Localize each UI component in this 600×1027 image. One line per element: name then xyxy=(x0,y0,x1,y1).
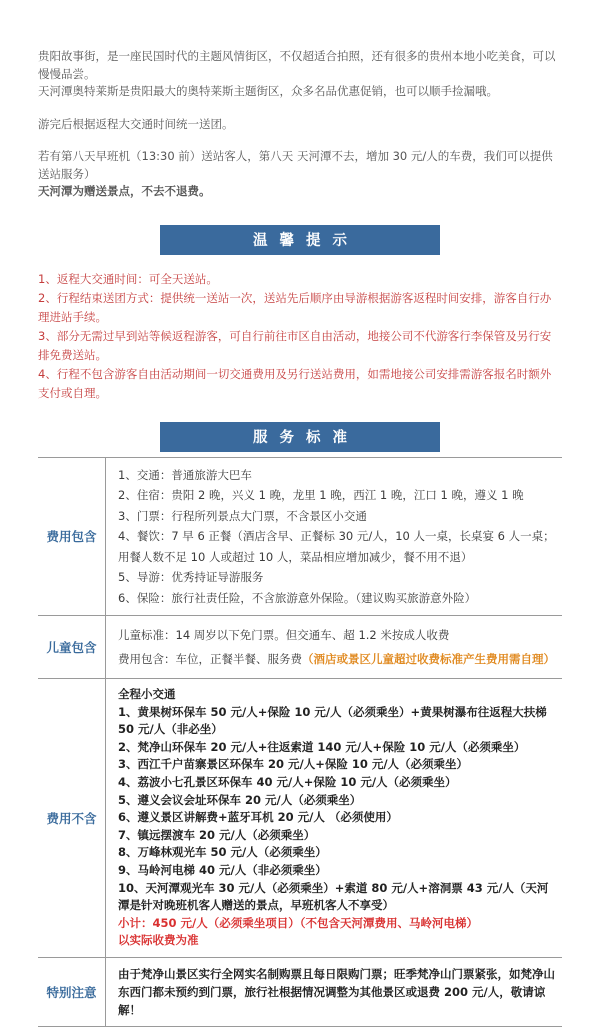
notinc-item-9: 9、马岭河电梯 40 元/人（非必须乘坐） xyxy=(118,862,327,877)
row-content-special-notice xyxy=(106,958,562,1026)
warm-tips-list xyxy=(38,270,562,403)
row-content-fees-not-included xyxy=(106,679,562,957)
service-standard-banner: 服务标准 xyxy=(160,422,440,452)
intro-line-guiyang-street: 贵阳故事街，是一座民国时代的主题风情街区，不仅超适合拍照，还有很多的贵州本地小吃美食，可以慢慢品尝。 xyxy=(38,49,556,81)
intro-line-outlets: 天河潭奥特莱斯是贵阳最大的奥特莱斯主题街区，众多名品优惠促销，也可以顺手捡漏哦。 xyxy=(38,84,498,98)
tip-item-3: 3、部分无需过早到站等候返程游客，可自行前往市区自由活动，地接公司不代游客行李保管及另行安排免费送站。 xyxy=(38,328,552,362)
notinc-actual-fee-note: 以实际收费为准 xyxy=(118,933,199,948)
include-item-insurance: 6、保险：旅行社责任险，不含旅游意外保险。（建议购买旅游意外险） xyxy=(118,590,477,605)
child-fee-surcharge-note: （酒店或景区儿童超过收费标准产生费用需自理） xyxy=(302,652,555,666)
child-fee-prefix: 费用包含：车位，正餐半餐、服务费 xyxy=(118,652,302,666)
include-item-tickets: 3、门票：行程所列景点大门票，不含景区小交通 xyxy=(118,508,367,523)
intro-line-no-refund: 天河潭为赠送景点，不去不退费。 xyxy=(38,184,211,198)
table-row-fees-included xyxy=(38,458,562,617)
include-item-transport: 1、交通：普通旅游大巴车 xyxy=(118,467,252,482)
notinc-item-7: 7、镇远摆渡车 20 元/人（必须乘坐） xyxy=(118,827,316,842)
include-item-meals: 4、餐饮：7 早 6 正餐（酒店含早、正餐标 30 元/人，10 人一桌，长桌宴 6 人一桌；用餐人数不足 10 人或超过 10 人，菜品相应增加减少，餐不用不退） xyxy=(118,529,555,564)
intro-line-early-flight: 若有第八天早班机（13:30 前）送站客人，第八天 天河潭不去，增加 30 元/人的车费，我们可以提供送站服务） xyxy=(38,149,553,181)
tip-item-2: 2、行程结束送团方式：提供统一送站一次，送站先后顺序由导游根据游客返程时间安排，游客自行办理进站手续。 xyxy=(38,290,552,324)
notinc-item-3: 3、西江千户苗寨景区环保车 20 元/人+保险 10 元/人（必须乘坐） xyxy=(118,757,469,772)
special-notice-text: 由于梵净山景区实行全网实名制购票且每日限购门票；旺季梵净山门票紧张，如梵净山东西门都未预约到门票，旅行社根据情况调整为其他景区或退费 200 元/人，敬请谅解！ xyxy=(118,966,555,1017)
notinc-item-1: 1、黄果树环保车 50 元/人+保险 10 元/人（必须乘坐）+黄果树瀑布往返程大扶梯 50 元/人（非必坐） xyxy=(118,704,547,737)
child-fee-line xyxy=(118,647,558,671)
tip-item-4: 4、行程不包含游客自由活动期间一切交通费用及另行送站费用，如需地接公司安排需游客报名时额外支付或自理。 xyxy=(38,366,552,400)
notinc-subtotal: 小计：450 元/人（必须乘坐项目）（不包含天河潭费用、马岭河电梯） xyxy=(118,915,478,930)
service-standard-table xyxy=(38,457,562,1027)
notinc-item-8: 8、万峰林观光车 50 元/人（必须乘坐） xyxy=(118,845,327,860)
include-item-guide: 5、导游：优秀持证导游服务 xyxy=(118,570,264,584)
intro-line-departure: 游完后根据返程大交通时间统一送团。 xyxy=(38,116,234,131)
include-item-hotel: 2、住宿：贵阳 2 晚，兴义 1 晚，龙里 1 晚，西江 1 晚，江口 1 晚，遵义 1 晚 xyxy=(118,488,524,502)
notinc-item-10: 10、天河潭观光车 30 元/人（必须乘坐）+索道 80 元/人+溶洞票 43 元/人（天河潭是针对晚班机客人赠送的景点，早班机客人不享受） xyxy=(118,880,549,913)
intro-section xyxy=(38,48,562,201)
table-row-fees-not-included xyxy=(38,679,562,958)
notinc-heading: 全程小交通 xyxy=(118,687,176,701)
warm-tips-banner: 温馨提示 xyxy=(160,225,440,255)
notinc-item-2: 2、梵净山环保车 20 元/人+往返索道 140 元/人+保险 10 元/人（必须乘坐） xyxy=(118,739,526,754)
table-row-special-notice xyxy=(38,958,562,1027)
row-content-child-included xyxy=(106,616,562,678)
tip-item-1: 1、返程大交通时间：可全天送站。 xyxy=(38,271,218,286)
child-standard-line: 儿童标准：14 周岁以下免门票。但交通车、超 1.2 米按成人收费 xyxy=(118,628,450,642)
row-label-fees-not-included: 费用不含 xyxy=(38,679,106,957)
notinc-item-4: 4、荔波小七孔景区环保车 40 元/人+保险 10 元/人（必须乘坐） xyxy=(118,774,457,789)
row-label-special-notice: 特别注意 xyxy=(38,958,106,1026)
notinc-item-6: 6、遵义景区讲解费+蓝牙耳机 20 元/人 （必须使用） xyxy=(118,810,398,825)
row-label-child-included: 儿童包含 xyxy=(38,616,106,678)
row-label-fees-included: 费用包含 xyxy=(38,458,106,616)
row-content-fees-included xyxy=(106,458,562,616)
notinc-item-5: 5、遵义会议会址环保车 20 元/人（必须乘坐） xyxy=(118,792,362,807)
table-row-child-included xyxy=(38,616,562,679)
